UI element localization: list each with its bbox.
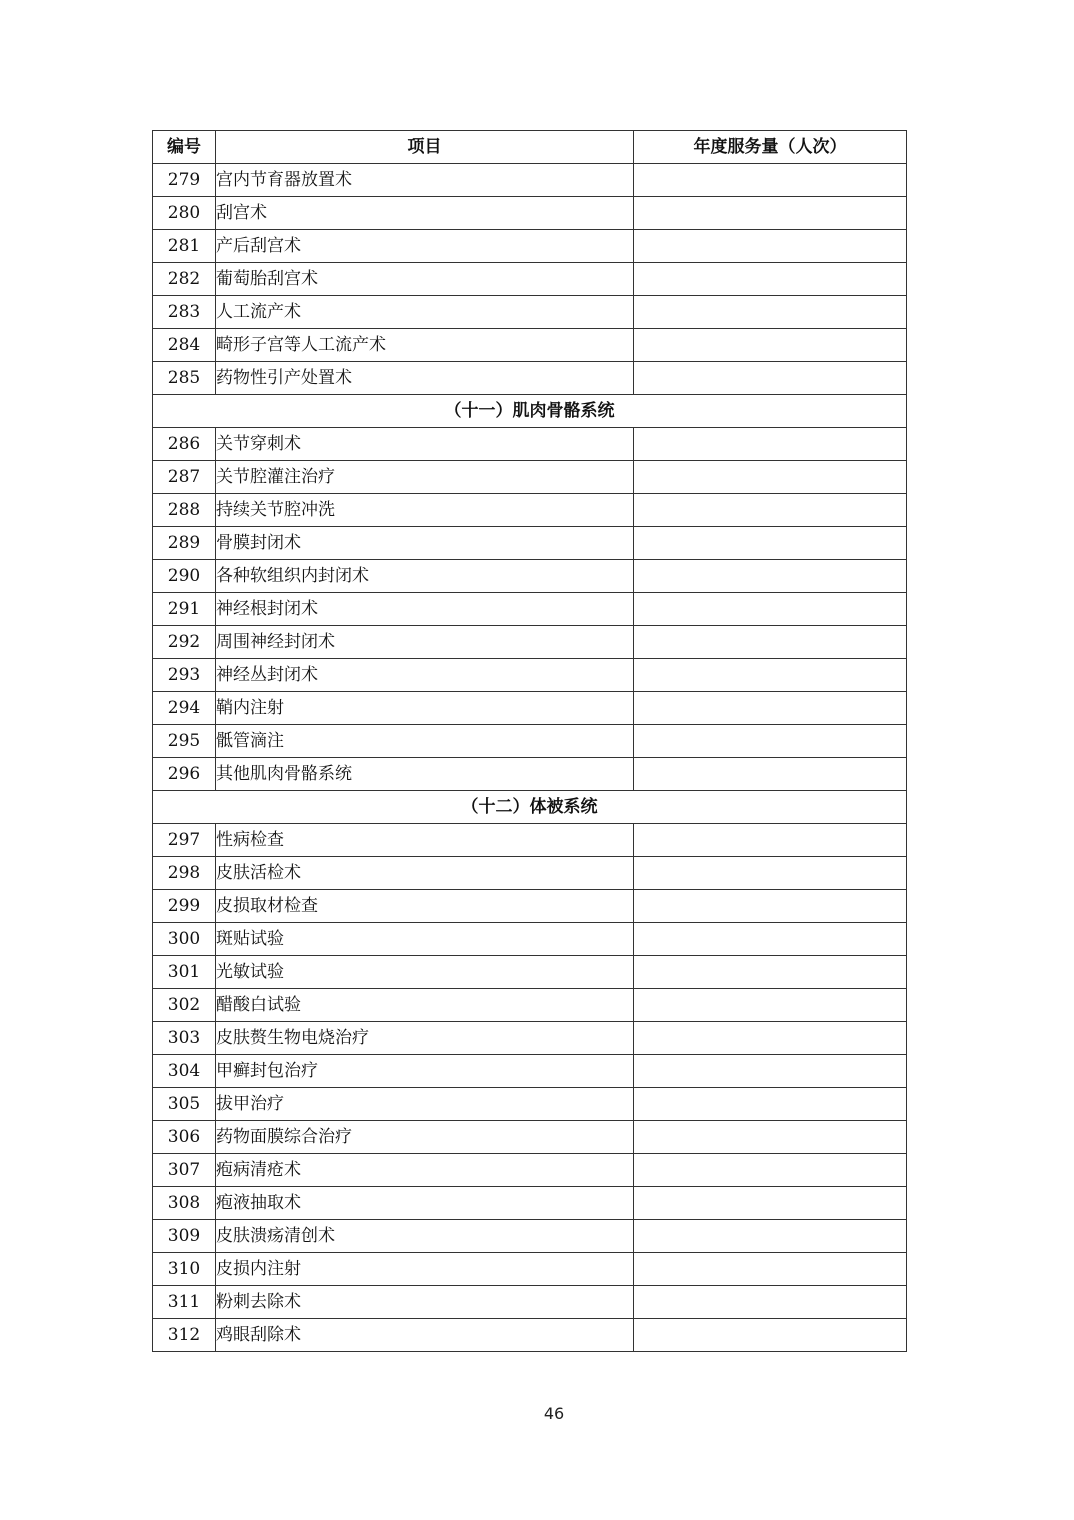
table-row [153, 1088, 907, 1121]
row-item: 斑贴试验 [216, 923, 634, 956]
table-row [153, 428, 907, 461]
row-annual-volume [634, 1220, 907, 1253]
table-body [153, 164, 907, 1352]
row-item: 其他肌肉骨骼系统 [216, 758, 634, 791]
row-number: 287 [153, 461, 216, 494]
row-number: 293 [153, 659, 216, 692]
row-annual-volume [634, 692, 907, 725]
row-annual-volume [634, 956, 907, 989]
row-number: 286 [153, 428, 216, 461]
section-title: （十二）体被系统 [153, 791, 907, 824]
row-number: 295 [153, 725, 216, 758]
row-annual-volume [634, 725, 907, 758]
row-number: 284 [153, 329, 216, 362]
row-number: 311 [153, 1286, 216, 1319]
row-item: 皮肤溃疡清创术 [216, 1220, 634, 1253]
row-annual-volume [634, 527, 907, 560]
table-row [153, 197, 907, 230]
service-volume-table [152, 130, 907, 1352]
row-annual-volume [634, 494, 907, 527]
row-annual-volume [634, 659, 907, 692]
row-number: 297 [153, 824, 216, 857]
row-annual-volume [634, 296, 907, 329]
row-annual-volume [634, 1154, 907, 1187]
table-row [153, 461, 907, 494]
table-row [153, 725, 907, 758]
row-annual-volume [634, 428, 907, 461]
row-item: 皮损取材检查 [216, 890, 634, 923]
row-item: 骨膜封闭术 [216, 527, 634, 560]
row-annual-volume [634, 1187, 907, 1220]
row-annual-volume [634, 560, 907, 593]
table-row [153, 1154, 907, 1187]
row-number: 299 [153, 890, 216, 923]
row-item: 药物性引产处置术 [216, 362, 634, 395]
row-annual-volume [634, 989, 907, 1022]
row-item: 拔甲治疗 [216, 1088, 634, 1121]
row-item: 皮肤赘生物电烧治疗 [216, 1022, 634, 1055]
row-item: 疱液抽取术 [216, 1187, 634, 1220]
row-item: 葡萄胎刮宫术 [216, 263, 634, 296]
row-annual-volume [634, 230, 907, 263]
row-annual-volume [634, 857, 907, 890]
row-annual-volume [634, 1055, 907, 1088]
table-row [153, 230, 907, 263]
row-annual-volume [634, 626, 907, 659]
table-row [153, 890, 907, 923]
row-number: 285 [153, 362, 216, 395]
row-annual-volume [634, 197, 907, 230]
row-number: 309 [153, 1220, 216, 1253]
section-header-row [153, 791, 907, 824]
row-number: 306 [153, 1121, 216, 1154]
row-annual-volume [634, 890, 907, 923]
row-number: 301 [153, 956, 216, 989]
row-item: 疱病清疮术 [216, 1154, 634, 1187]
table-row [153, 692, 907, 725]
table-row [153, 263, 907, 296]
table-row [153, 329, 907, 362]
row-item: 宫内节育器放置术 [216, 164, 634, 197]
table-row [153, 560, 907, 593]
table-header-row [153, 131, 907, 164]
row-item: 皮肤活检术 [216, 857, 634, 890]
row-annual-volume [634, 329, 907, 362]
table-row [153, 164, 907, 197]
row-number: 288 [153, 494, 216, 527]
row-item: 性病检查 [216, 824, 634, 857]
table-row [153, 1187, 907, 1220]
row-item: 粉刺去除术 [216, 1286, 634, 1319]
row-number: 292 [153, 626, 216, 659]
section-title: （十一）肌肉骨骼系统 [153, 395, 907, 428]
row-annual-volume [634, 593, 907, 626]
row-item: 刮宫术 [216, 197, 634, 230]
row-number: 296 [153, 758, 216, 791]
row-annual-volume [634, 923, 907, 956]
row-annual-volume [634, 1319, 907, 1352]
header-annual-volume: 年度服务量（人次） [634, 131, 907, 164]
row-number: 302 [153, 989, 216, 1022]
row-annual-volume [634, 1022, 907, 1055]
table-row [153, 1055, 907, 1088]
table-row [153, 626, 907, 659]
row-annual-volume [634, 1121, 907, 1154]
row-item: 产后刮宫术 [216, 230, 634, 263]
row-item: 皮损内注射 [216, 1253, 634, 1286]
row-number: 305 [153, 1088, 216, 1121]
table-row [153, 593, 907, 626]
table-row [153, 1253, 907, 1286]
row-item: 人工流产术 [216, 296, 634, 329]
table-row [153, 989, 907, 1022]
row-item: 周围神经封闭术 [216, 626, 634, 659]
row-number: 282 [153, 263, 216, 296]
row-annual-volume [634, 758, 907, 791]
row-item: 畸形子宫等人工流产术 [216, 329, 634, 362]
row-number: 294 [153, 692, 216, 725]
row-number: 308 [153, 1187, 216, 1220]
row-number: 303 [153, 1022, 216, 1055]
table-row [153, 1022, 907, 1055]
table-row [153, 956, 907, 989]
row-number: 298 [153, 857, 216, 890]
page-number: 46 [543, 1404, 565, 1423]
table-row [153, 362, 907, 395]
row-annual-volume [634, 824, 907, 857]
table-row [153, 1286, 907, 1319]
row-annual-volume [634, 461, 907, 494]
row-item: 各种软组织内封闭术 [216, 560, 634, 593]
table-row [153, 923, 907, 956]
table-row [153, 1121, 907, 1154]
row-item: 神经丛封闭术 [216, 659, 634, 692]
row-annual-volume [634, 1286, 907, 1319]
table-row [153, 494, 907, 527]
row-number: 307 [153, 1154, 216, 1187]
table-row [153, 1220, 907, 1253]
row-annual-volume [634, 1253, 907, 1286]
row-item: 药物面膜综合治疗 [216, 1121, 634, 1154]
header-item: 项目 [216, 131, 634, 164]
table-row [153, 824, 907, 857]
row-number: 291 [153, 593, 216, 626]
row-number: 310 [153, 1253, 216, 1286]
row-item: 关节腔灌注治疗 [216, 461, 634, 494]
row-number: 289 [153, 527, 216, 560]
row-number: 280 [153, 197, 216, 230]
row-number: 300 [153, 923, 216, 956]
table-row [153, 758, 907, 791]
row-item: 醋酸白试验 [216, 989, 634, 1022]
row-number: 312 [153, 1319, 216, 1352]
table-row [153, 527, 907, 560]
row-item: 骶管滴注 [216, 725, 634, 758]
table-row [153, 296, 907, 329]
section-header-row [153, 395, 907, 428]
row-item: 鞘内注射 [216, 692, 634, 725]
table-row [153, 1319, 907, 1352]
row-item: 鸡眼刮除术 [216, 1319, 634, 1352]
row-number: 281 [153, 230, 216, 263]
table-row [153, 659, 907, 692]
row-annual-volume [634, 362, 907, 395]
row-number: 283 [153, 296, 216, 329]
row-annual-volume [634, 1088, 907, 1121]
row-annual-volume [634, 164, 907, 197]
row-number: 279 [153, 164, 216, 197]
row-item: 甲癣封包治疗 [216, 1055, 634, 1088]
row-number: 304 [153, 1055, 216, 1088]
row-item: 持续关节腔冲洗 [216, 494, 634, 527]
table-row [153, 857, 907, 890]
row-item: 神经根封闭术 [216, 593, 634, 626]
row-item: 关节穿刺术 [216, 428, 634, 461]
row-number: 290 [153, 560, 216, 593]
row-annual-volume [634, 263, 907, 296]
header-number: 编号 [153, 131, 216, 164]
row-item: 光敏试验 [216, 956, 634, 989]
